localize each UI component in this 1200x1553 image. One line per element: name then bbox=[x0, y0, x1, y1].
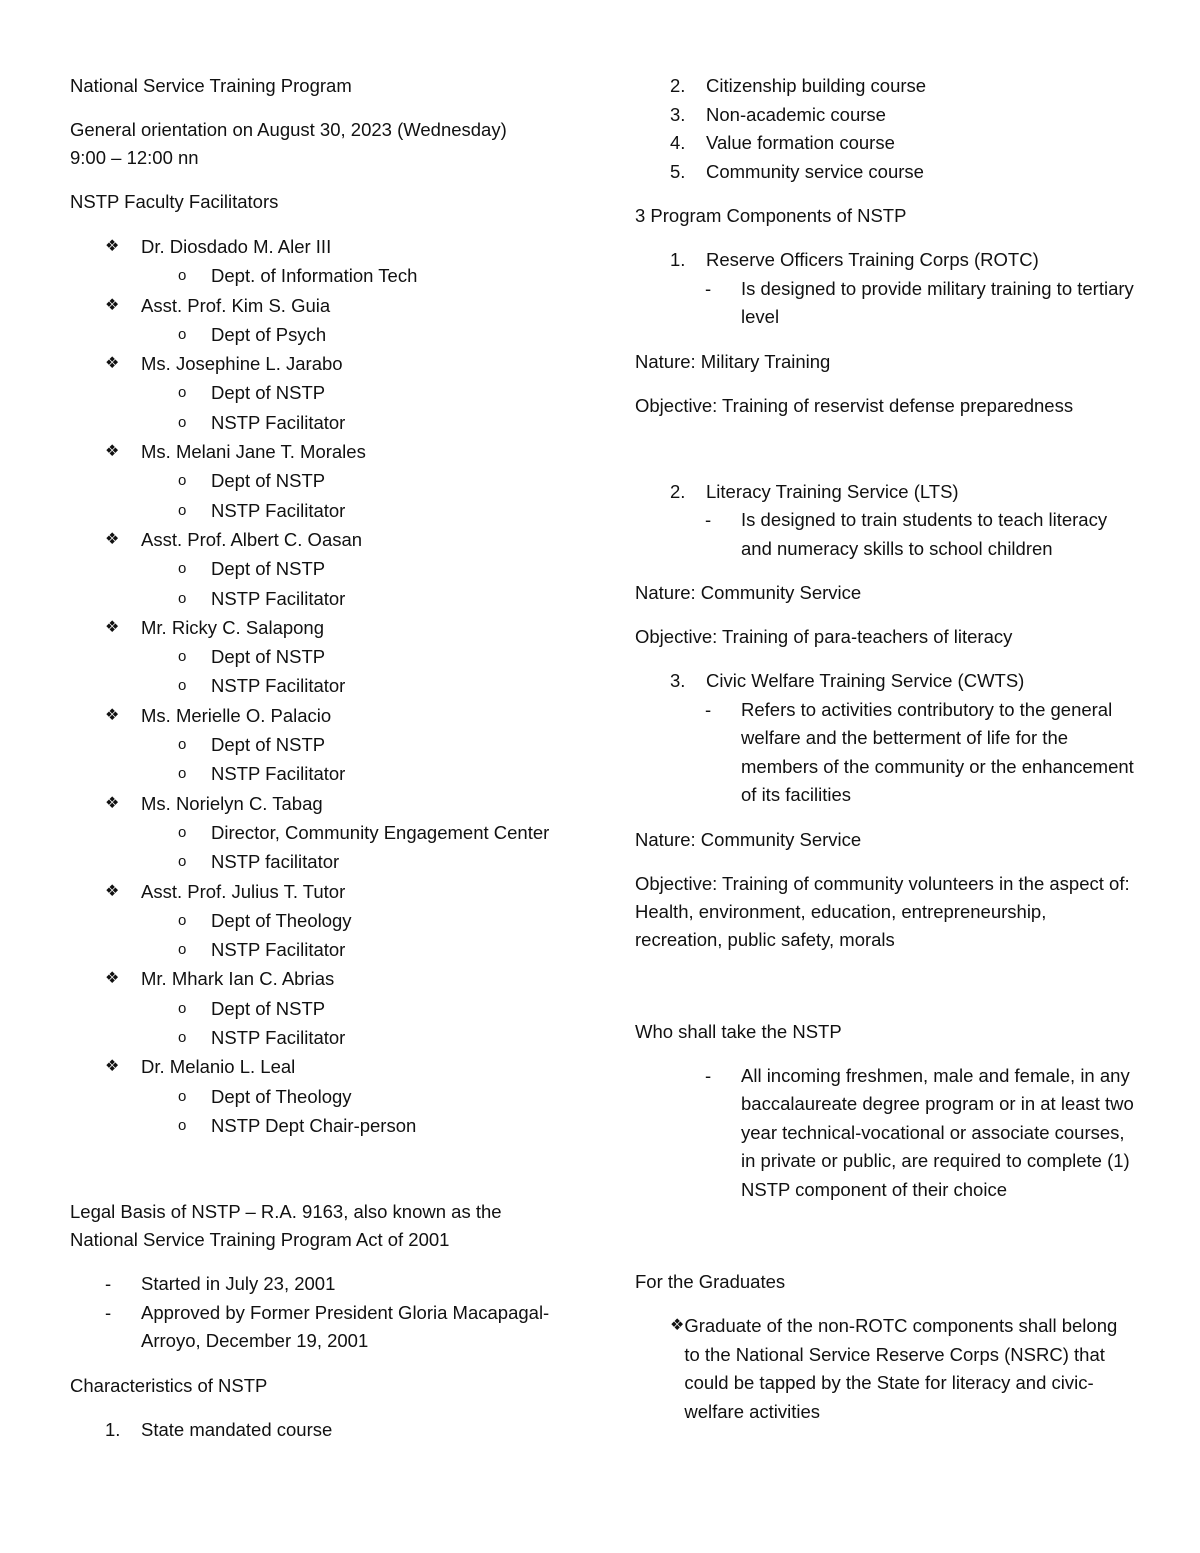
circle-bullet-icon: o bbox=[178, 384, 187, 402]
circle-bullet-icon: o bbox=[178, 589, 187, 607]
role-text: NSTP Dept Chair-person bbox=[211, 1114, 417, 1136]
role-text: NSTP Facilitator bbox=[211, 411, 346, 433]
role-item bbox=[70, 554, 570, 583]
facilitator-roles bbox=[70, 554, 570, 613]
facilitator-name: Asst. Prof. Julius T. Tutor bbox=[141, 880, 346, 902]
component-title: Literacy Training Service (LTS) bbox=[706, 480, 959, 502]
facilitator-name: Ms. Merielle O. Palacio bbox=[141, 704, 332, 726]
role-text: Dept of NSTP bbox=[211, 997, 326, 1019]
role-text: NSTP Facilitator bbox=[211, 587, 346, 609]
list-item: - Is designed to train students to teach literacy and numeracy skills to school children bbox=[635, 506, 1135, 563]
legal-points-list bbox=[70, 1270, 570, 1356]
component-rotc: 1. Reserve Officers Training Corps (ROTC) - Is designed to provide military training to tertiary level bbox=[635, 246, 1135, 332]
who-heading: Who shall take the NSTP bbox=[635, 1020, 842, 1042]
list-item: 4. Value formation course bbox=[670, 132, 895, 153]
diamond-bullet-icon: ❖ bbox=[670, 1317, 685, 1334]
component-objective: Objective: Training of reservist defense preparedness bbox=[635, 394, 1074, 416]
component-nature: Nature: Community Service bbox=[635, 582, 862, 603]
circle-bullet-icon: o bbox=[178, 736, 187, 754]
graduates-heading: For the Graduates bbox=[635, 1271, 786, 1292]
role-text: Dept. of Information Tech bbox=[211, 265, 418, 287]
list-item: 1. State mandated course bbox=[105, 1418, 333, 1440]
diamond-bullet-icon: ❖ bbox=[105, 882, 120, 900]
diamond-bullet-icon: ❖ bbox=[105, 238, 120, 255]
circle-bullet-icon: o bbox=[178, 941, 187, 959]
component-title: Civic Welfare Training Service (CWTS) bbox=[706, 670, 1025, 691]
facilitator-name: Asst. Prof. Kim S. Guia bbox=[141, 294, 331, 316]
circle-bullet-icon: o bbox=[178, 911, 187, 929]
role-item bbox=[70, 1111, 570, 1140]
list-item: 3. Non-academic course bbox=[670, 103, 886, 125]
facilitator-roles bbox=[70, 818, 570, 877]
role-item bbox=[70, 1023, 570, 1052]
facilitator-item bbox=[70, 232, 570, 291]
role-text: NSTP Facilitator bbox=[211, 939, 346, 961]
facilitator-roles bbox=[70, 642, 570, 701]
list-item: - Started in July 23, 2001 bbox=[70, 1270, 570, 1299]
facilitator-roles bbox=[70, 1082, 570, 1141]
role-text: NSTP Facilitator bbox=[211, 1027, 346, 1049]
role-item bbox=[70, 935, 570, 964]
role-item bbox=[70, 320, 570, 349]
facilitator-roles bbox=[70, 994, 570, 1053]
component-nature: Nature: Military Training bbox=[635, 350, 831, 372]
role-item bbox=[70, 730, 570, 759]
list-item: - Refers to activities contributory to the general welfare and the betterment of life for the members of the community or the enhancement of its facilities bbox=[635, 696, 1135, 810]
facilitator-roles bbox=[70, 906, 570, 965]
dash-bullet: - bbox=[705, 698, 712, 720]
circle-bullet-icon: o bbox=[178, 1029, 187, 1047]
role-item bbox=[70, 906, 570, 935]
facilitator-item bbox=[70, 525, 570, 613]
characteristics-list-part1 bbox=[70, 1416, 570, 1445]
circle-bullet-icon: o bbox=[178, 823, 187, 841]
diamond-bullet-icon: ❖ bbox=[105, 1058, 120, 1076]
role-item bbox=[70, 671, 570, 700]
facilitator-item bbox=[70, 437, 570, 525]
characteristics-heading: Characteristics of NSTP bbox=[70, 1374, 268, 1396]
components-heading: 3 Program Components of NSTP bbox=[635, 205, 907, 226]
diamond-bullet-icon: ❖ bbox=[105, 794, 120, 812]
right-column bbox=[635, 72, 1135, 1426]
facilitator-roles bbox=[70, 261, 570, 290]
role-item bbox=[70, 759, 570, 788]
role-item bbox=[70, 1082, 570, 1111]
role-text: NSTP facilitator bbox=[211, 851, 340, 873]
facilitator-item bbox=[70, 291, 570, 350]
role-text: NSTP Facilitator bbox=[211, 763, 346, 785]
role-item bbox=[70, 994, 570, 1023]
facilitator-name: Asst. Prof. Albert C. Oasan bbox=[141, 528, 363, 550]
list-item: ❖ Graduate of the non-ROTC components shall belong to the National Service Reserve Corps (NSRC) that could be tapped by the State for literacy and civic-welfare activities bbox=[635, 1312, 1135, 1426]
role-item bbox=[70, 261, 570, 290]
list-item: - Is designed to provide military training to tertiary level bbox=[635, 275, 1135, 332]
role-text: NSTP Facilitator bbox=[211, 675, 346, 697]
circle-bullet-icon: o bbox=[178, 677, 187, 695]
facilitator-item bbox=[70, 964, 570, 1052]
facilitator-name: Ms. Josephine L. Jarabo bbox=[141, 353, 343, 375]
graduates-list bbox=[635, 1312, 1135, 1426]
role-text: Dept of NSTP bbox=[211, 470, 326, 492]
facilitators-heading: NSTP Faculty Facilitators bbox=[70, 191, 279, 212]
circle-bullet-icon: o bbox=[178, 765, 187, 783]
orientation-time: 9:00 – 12:00 nn bbox=[70, 147, 199, 168]
left-column bbox=[70, 72, 570, 1460]
role-text: Dept of NSTP bbox=[211, 734, 326, 756]
role-item bbox=[70, 642, 570, 671]
circle-bullet-icon: o bbox=[178, 472, 187, 490]
facilitator-item bbox=[70, 701, 570, 789]
facilitator-item bbox=[70, 349, 570, 437]
list-item: - All incoming freshmen, male and female, in any baccalaureate degree program or in at least two year technical-vocational or associate courses, in private or public, are required to complete (1) NSTP component of their choice bbox=[635, 1062, 1135, 1205]
diamond-bullet-icon: ❖ bbox=[105, 443, 120, 461]
list-item: - Approved by Former President Gloria Macapagal-Arroyo, December 19, 2001 bbox=[70, 1299, 570, 1356]
orientation-date: General orientation on August 30, 2023 (Wednesday) bbox=[70, 119, 507, 140]
role-text: Director, Community Engagement Center bbox=[211, 821, 550, 843]
role-item bbox=[70, 408, 570, 437]
circle-bullet-icon: o bbox=[178, 325, 187, 343]
role-text: Dept of Theology bbox=[211, 909, 352, 931]
component-objective: Objective: Training of community volunteers in the aspect of: Health, environment, education, entrepreneurship, recreation, public safety, morals bbox=[635, 872, 1130, 950]
diamond-bullet-icon: ❖ bbox=[105, 970, 120, 988]
circle-bullet-icon: o bbox=[178, 853, 187, 871]
facilitator-item bbox=[70, 1052, 570, 1140]
facilitator-name: Dr. Diosdado M. Aler III bbox=[141, 236, 332, 257]
characteristics-list-part2 bbox=[635, 72, 1135, 186]
circle-bullet-icon: o bbox=[178, 999, 187, 1017]
role-item bbox=[70, 466, 570, 495]
orientation-info bbox=[70, 116, 570, 172]
list-item: 5. Community service course bbox=[670, 160, 924, 182]
diamond-bullet-icon: ❖ bbox=[105, 706, 120, 724]
facilitator-name: Mr. Mhark Ian C. Abrias bbox=[141, 968, 335, 990]
doc-title: National Service Training Program bbox=[70, 75, 352, 96]
dash-bullet: - bbox=[105, 1273, 112, 1295]
diamond-bullet-icon: ❖ bbox=[105, 618, 120, 636]
role-text: Dept of NSTP bbox=[211, 646, 326, 668]
facilitator-item bbox=[70, 877, 570, 965]
facilitator-item bbox=[70, 789, 570, 877]
list-item: 2. Citizenship building course bbox=[670, 75, 927, 96]
facilitator-roles bbox=[70, 466, 570, 525]
dash-bullet: - bbox=[105, 1301, 112, 1323]
facilitator-roles bbox=[70, 378, 570, 437]
circle-bullet-icon: o bbox=[178, 1116, 187, 1134]
facilitator-name: Mr. Ricky C. Salapong bbox=[141, 616, 325, 638]
facilitator-name: Ms. Melani Jane T. Morales bbox=[141, 441, 366, 463]
role-item bbox=[70, 818, 570, 847]
facilitator-roles bbox=[70, 730, 570, 789]
component-title: Reserve Officers Training Corps (ROTC) bbox=[706, 249, 1039, 270]
facilitator-item bbox=[70, 613, 570, 701]
diamond-bullet-icon: ❖ bbox=[105, 355, 120, 373]
who-list bbox=[635, 1062, 1135, 1205]
component-cwts: 3. Civic Welfare Training Service (CWTS) - Refers to activities contributory to the general welfare and the betterment of life for the members of the community or the enhancement of its facilities bbox=[635, 667, 1135, 810]
circle-bullet-icon: o bbox=[178, 501, 187, 519]
circle-bullet-icon: o bbox=[178, 560, 187, 578]
dash-bullet: - bbox=[705, 1064, 712, 1086]
facilitator-list bbox=[70, 232, 570, 1140]
role-item bbox=[70, 584, 570, 613]
diamond-bullet-icon: ❖ bbox=[105, 296, 120, 314]
role-text: Dept of NSTP bbox=[211, 382, 326, 404]
diamond-bullet-icon: ❖ bbox=[105, 530, 120, 548]
circle-bullet-icon: o bbox=[178, 1087, 187, 1105]
role-text: Dept of Theology bbox=[211, 1085, 352, 1107]
role-item bbox=[70, 378, 570, 407]
role-text: Dept of NSTP bbox=[211, 558, 326, 580]
role-item bbox=[70, 847, 570, 876]
role-text: NSTP Facilitator bbox=[211, 499, 346, 521]
circle-bullet-icon: o bbox=[178, 648, 187, 666]
legal-basis: Legal Basis of NSTP – R.A. 9163, also known as the National Service Training Program Act of 2001 bbox=[70, 1201, 502, 1251]
dash-bullet: - bbox=[705, 277, 712, 299]
role-text: Dept of Psych bbox=[211, 323, 327, 345]
component-lts: 2. Literacy Training Service (LTS) - Is designed to train students to teach literacy and numeracy skills to school children bbox=[635, 478, 1135, 564]
component-objective: Objective: Training of para-teachers of literacy bbox=[635, 626, 1013, 647]
circle-bullet-icon: o bbox=[178, 413, 187, 431]
component-nature: Nature: Community Service bbox=[635, 828, 862, 850]
circle-bullet-icon: o bbox=[178, 267, 187, 285]
role-item bbox=[70, 496, 570, 525]
facilitator-name: Ms. Norielyn C. Tabag bbox=[141, 792, 323, 814]
facilitator-roles bbox=[70, 320, 570, 349]
facilitator-name: Dr. Melanio L. Leal bbox=[141, 1056, 296, 1078]
dash-bullet: - bbox=[705, 509, 712, 530]
